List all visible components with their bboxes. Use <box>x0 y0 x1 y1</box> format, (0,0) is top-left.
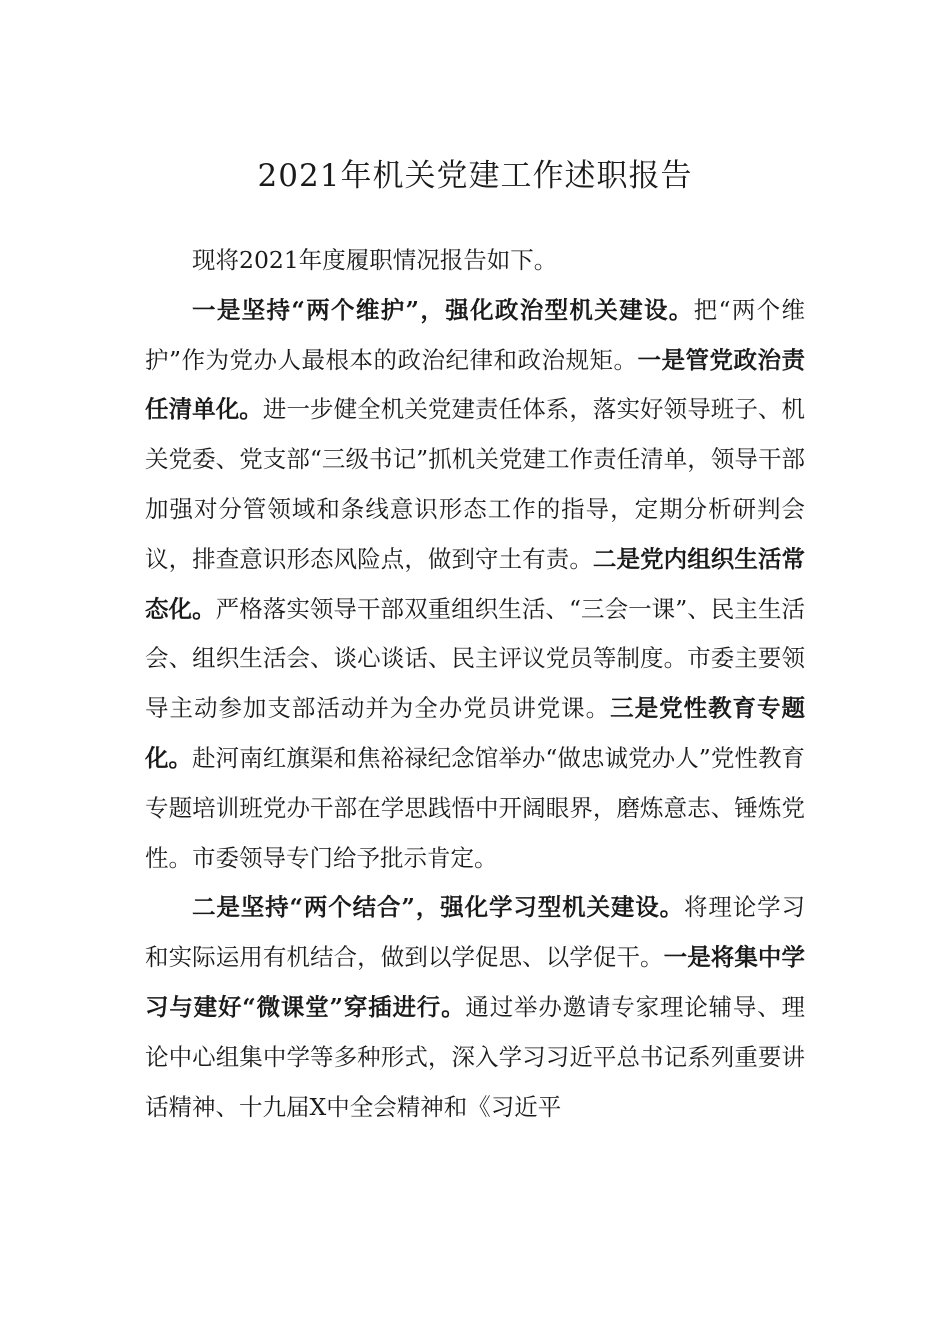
document-body <box>145 236 805 1132</box>
document-title: 2021年机关党建工作述职报告 <box>257 158 693 194</box>
paragraph-intro <box>145 236 805 286</box>
section-heading: 二是坚持“两个结合”，强化学习型机关建设。 <box>192 893 684 922</box>
subsection-text: 通过举办邀请专家理论辅导、理论中心组集中学等多种形式，深入学习习近平总书记系列重要讲话精神、十九届X中全会精神和《习近平 <box>145 992 805 1121</box>
subsection-heading: 二是党内组织生活常态化。 <box>145 544 806 623</box>
subsection-text: 严格落实领导干部双重组织生活、“三会一课”、民主生活会、组织生活会、谈心谈话、民主评议党员等制度。市委主要领导主动参加支部活动并为全办党员讲党课。 <box>145 594 806 723</box>
section-text: 将理论学习和实际运用有机结合，做到以学促思、以学促干。 <box>145 893 805 972</box>
subsection-text: 赴河南红旗渠和焦裕禄纪念馆举办“做忠诚党办人”党性教育专题培训班党办干部在学思践悟中开阔眼界，磨炼意志、锤炼党性。市委领导专门给予批示肯定。 <box>145 743 806 872</box>
subsection-text: 进一步健全机关党建责任体系，落实好领导班子、机关党委、党支部“三级书记”抓机关党建工作责任清单，领导干部加强对分管领域和条线意识形态工作的指导，定期分析研判会议，排查意识形态风险点，做到守土有责。 <box>145 395 806 573</box>
paragraph-learning-construction <box>145 883 805 1132</box>
subsection-heading: 三是党性教育专题化。 <box>145 694 806 772</box>
subsection-heading: 一是管党政治责任清单化。 <box>145 345 806 424</box>
intro-text: 现将2021年度履职情况报告如下。 <box>192 246 558 274</box>
section-heading: 一是坚持“两个维护”，强化政治型机关建设。 <box>192 295 694 324</box>
subsection-heading: 一是将集中学习与建好“微课堂”穿插进行。 <box>145 943 806 1021</box>
paragraph-political-construction <box>145 286 805 884</box>
section-text: 把“两个维护”作为党办人最根本的政治纪律和政治规矩。 <box>145 295 805 374</box>
